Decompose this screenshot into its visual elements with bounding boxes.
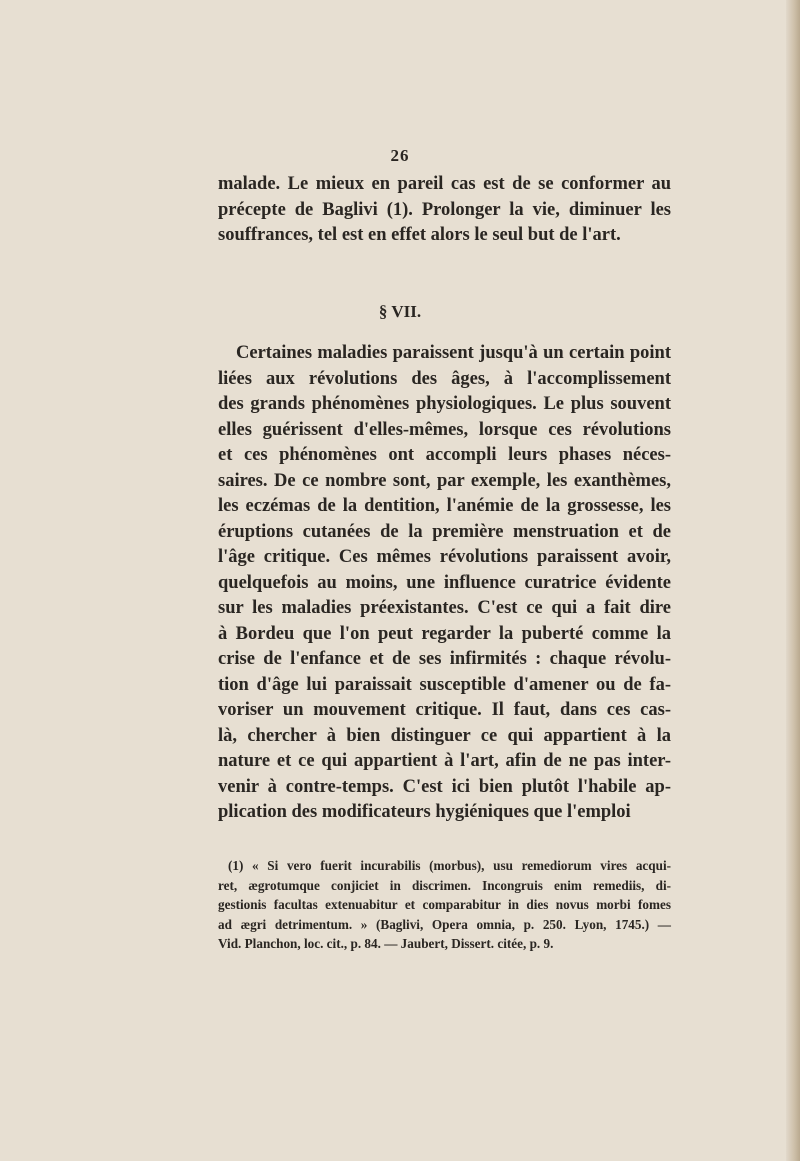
text-line: Certaines maladies paraissent jusqu'à un certain point: [236, 343, 671, 363]
text-line: quelquefois au moins, une influence curatrice évidente: [218, 572, 671, 593]
text-line: précepte de Baglivi (1). Prolonger la vie, diminuer les: [218, 199, 671, 220]
page-number: 26: [390, 146, 410, 165]
text-line: voriser un mouvement critique. Il faut, dans ces cas-: [218, 700, 671, 720]
text-line: là, chercher à bien distinguer ce qui appartient à la: [218, 725, 671, 746]
footnote: [218, 856, 671, 954]
text-line: saires. De ce nombre sont, par exemple, les exanthèmes,: [218, 470, 671, 491]
text-line: crise de l'enfance et de ses infirmités : chaque révolu-: [218, 649, 671, 669]
footnote-line: ret, ægrotumque conjiciet in discrimen. Incongruis enim remediis, di-: [218, 877, 671, 893]
text-line: tion d'âge lui paraissait susceptible d'amener ou de fa-: [218, 674, 671, 695]
text-line: liées aux révolutions des âges, à l'accomplissement: [218, 368, 671, 389]
text-line: plication des modificateurs hygiéniques que l'emploi: [218, 802, 631, 822]
main-paragraph: [218, 341, 671, 826]
text-line: souffrances, tel est en effet alors le seul but de l'art.: [218, 225, 621, 245]
footnote-line: ad ægri detrimentum. » (Baglivi, Opera omnia, p. 250. Lyon, 1745.) —: [218, 916, 671, 932]
text-line: à Bordeu que l'on peut regarder la puberté comme la: [218, 623, 671, 644]
text-line: l'âge critique. Ces mêmes révolutions paraissent avoir,: [218, 547, 671, 567]
footnote-line: gestionis facultas extenuabitur et comparabitur in dies novus morbi fomes: [218, 897, 671, 912]
page-edge: [786, 0, 800, 1161]
footnote-line: (1) « Si vero fuerit incurabilis (morbus), usu remediorum vires acqui-: [228, 858, 671, 873]
text-line: les eczémas de la dentition, l'anémie de la grossesse, les: [218, 496, 671, 516]
text-line: venir à contre-temps. C'est ici bien plutôt l'habile ap-: [218, 776, 671, 797]
top-paragraph: [218, 172, 671, 249]
text-line: elles guérissent d'elles-mêmes, lorsque ces révolutions: [218, 419, 671, 440]
text-line: nature et ce qui appartient à l'art, afin de ne pas inter-: [218, 751, 671, 771]
text-line: et ces phénomènes ont accompli leurs phases néces-: [218, 445, 671, 465]
text-line: éruptions cutanées de la première menstruation et de: [218, 521, 671, 542]
text-line: sur les maladies préexistantes. C'est ce qui a fait dire: [218, 598, 671, 618]
footnote-line: Vid. Planchon, loc. cit., p. 84. — Jaubert, Dissert. citée, p. 9.: [218, 936, 554, 951]
text-line: malade. Le mieux en pareil cas est de se conformer au: [218, 174, 671, 194]
text-line: des grands phénomènes physiologiques. Le plus souvent: [218, 394, 671, 414]
section-heading: § VII.: [378, 302, 422, 321]
